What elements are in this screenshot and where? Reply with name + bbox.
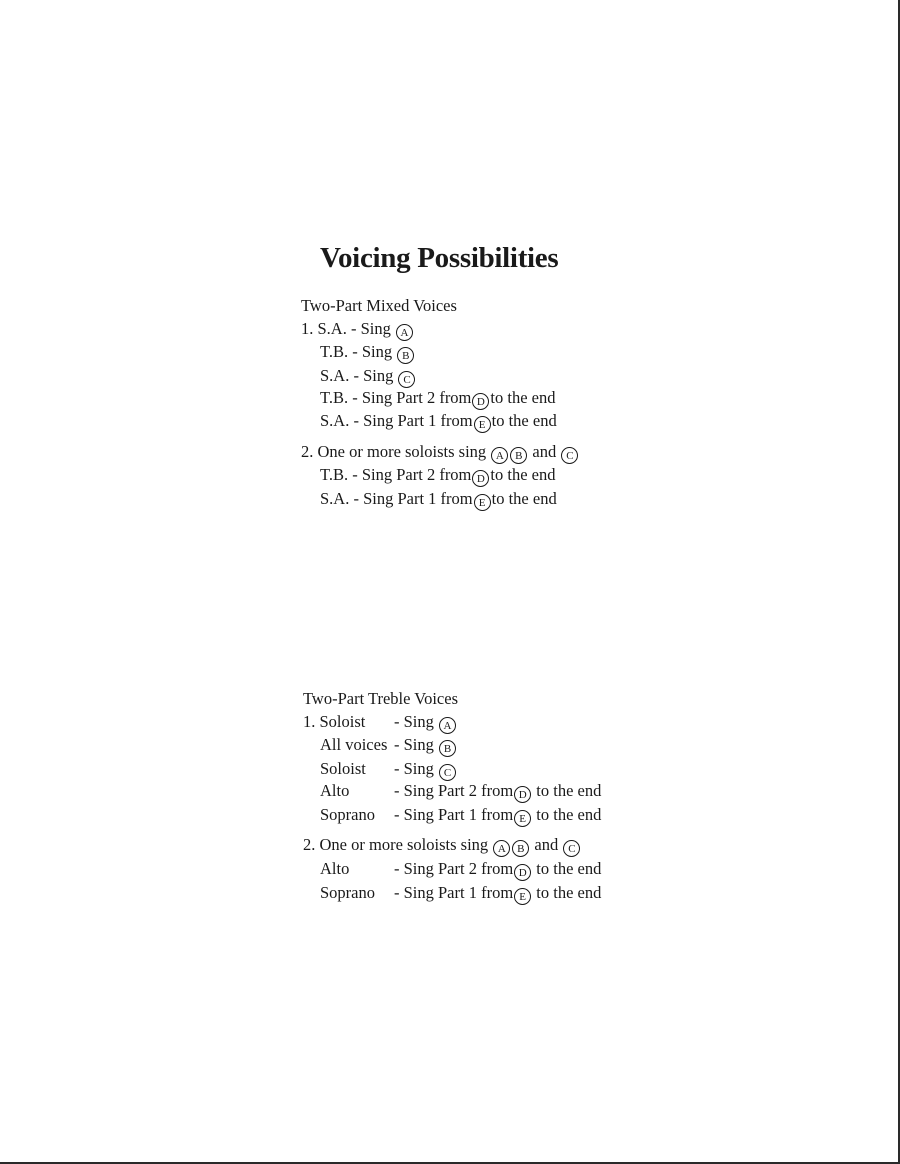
treble-line-8-text: - Sing Part 1 from — [394, 883, 514, 902]
mixed-line-1-text: 1. S.A. - Sing — [301, 319, 391, 338]
mixed-heading: Two-Part Mixed Voices — [301, 296, 457, 315]
circled-letter: C — [563, 840, 580, 857]
treble-line-7-end: to the end — [536, 859, 602, 878]
mixed-line-4-end: to the end — [490, 388, 556, 407]
circled-letter: C — [439, 764, 456, 781]
circled-letter: B — [397, 347, 414, 364]
circled-letter: C — [561, 447, 578, 464]
treble-line-1 — [303, 712, 457, 734]
mixed-line-3 — [320, 366, 416, 388]
mixed-line-4 — [320, 388, 555, 410]
mixed-line-5-text: S.A. - Sing Part 1 from — [320, 411, 473, 430]
treble-line-3-text: - Sing — [394, 759, 434, 778]
circled-letter: E — [474, 494, 491, 511]
treble-line-8-end: to the end — [536, 883, 602, 902]
treble-role: Soloist — [320, 759, 366, 778]
circled-letter: D — [472, 470, 489, 487]
circled-letter: A — [493, 840, 510, 857]
treble-role: 1. Soloist — [303, 712, 366, 731]
circled-letter: D — [514, 864, 531, 881]
mixed-line-7 — [320, 465, 555, 487]
circled-letter: B — [512, 840, 529, 857]
treble-line-8 — [320, 883, 601, 905]
circled-letter: A — [439, 717, 456, 734]
treble-line-1-text: - Sing — [394, 712, 434, 731]
treble-line-5 — [320, 805, 601, 827]
mixed-line-3-text: S.A. - Sing — [320, 366, 394, 385]
circled-letter: E — [514, 888, 531, 905]
treble-line-6 — [303, 835, 581, 857]
treble-heading: Two-Part Treble Voices — [303, 689, 458, 708]
circled-letter: E — [514, 810, 531, 827]
circled-letter: A — [491, 447, 508, 464]
page-title: Voicing Possibilities — [320, 242, 559, 274]
treble-role: Alto — [320, 859, 350, 878]
mixed-line-6-text: 2. One or more soloists sing — [301, 442, 487, 461]
mixed-line-2 — [320, 342, 415, 364]
circled-letter: D — [514, 786, 531, 803]
treble-role: Soprano — [320, 805, 375, 824]
mixed-line-8 — [320, 489, 557, 511]
mixed-line-7-end: to the end — [490, 465, 556, 484]
mixed-line-4-text: T.B. - Sing Part 2 from — [320, 388, 472, 407]
treble-line-2 — [320, 735, 457, 757]
treble-line-7-text: - Sing Part 2 from — [394, 859, 514, 878]
circled-letter: A — [396, 324, 413, 341]
mixed-line-8-text: S.A. - Sing Part 1 from — [320, 489, 473, 508]
treble-line-5-text: - Sing Part 1 from — [394, 805, 514, 824]
treble-role: Alto — [320, 781, 350, 800]
treble-line-3 — [320, 759, 457, 781]
circled-letter: B — [510, 447, 527, 464]
treble-role: All voices — [320, 735, 388, 754]
treble-line-4-text: - Sing Part 2 from — [394, 781, 514, 800]
mixed-line-2-text: T.B. - Sing — [320, 342, 393, 361]
treble-line-4-end: to the end — [536, 781, 602, 800]
circled-letter: C — [398, 371, 415, 388]
treble-line-7 — [320, 859, 601, 881]
circled-letter: B — [439, 740, 456, 757]
mixed-line-5 — [320, 411, 557, 433]
circled-letter: D — [472, 393, 489, 410]
mixed-line-7-text: T.B. - Sing Part 2 from — [320, 465, 472, 484]
treble-line-5-end: to the end — [536, 805, 602, 824]
mixed-line-6-and: and — [532, 442, 557, 461]
mixed-line-1 — [301, 319, 414, 341]
treble-line-6-text: 2. One or more soloists sing — [303, 835, 489, 854]
treble-line-4 — [320, 781, 601, 803]
circled-letter: E — [474, 416, 491, 433]
treble-line-6-and: and — [534, 835, 559, 854]
treble-line-2-text: - Sing — [394, 735, 434, 754]
mixed-line-6 — [301, 442, 579, 464]
treble-role: Soprano — [320, 883, 375, 902]
mixed-line-5-end: to the end — [491, 411, 557, 430]
mixed-line-8-end: to the end — [491, 489, 557, 508]
